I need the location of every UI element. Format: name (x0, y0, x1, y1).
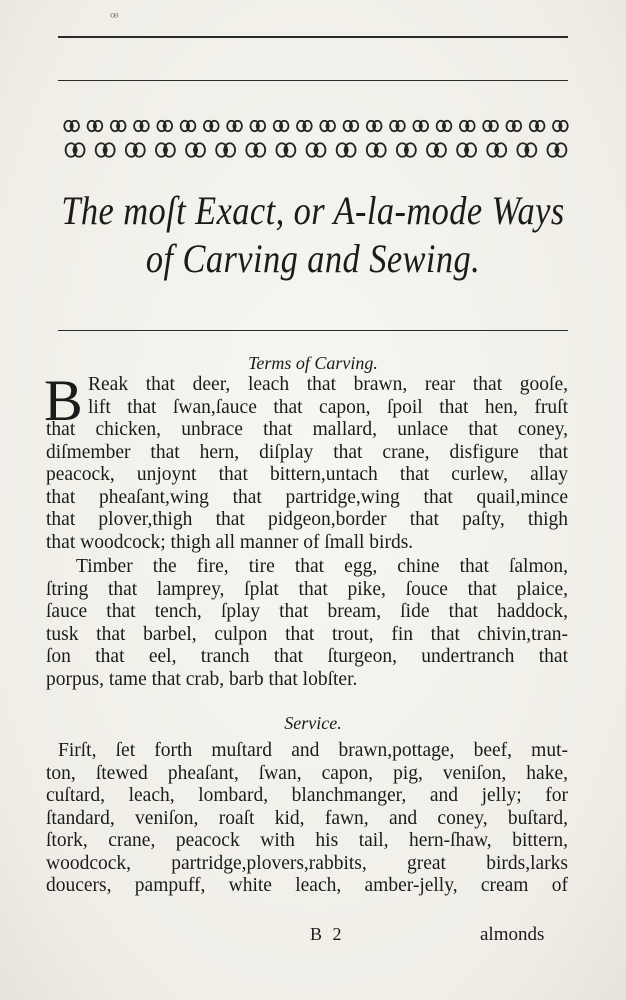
fleuron-icon (457, 143, 476, 157)
fleuron-icon (134, 121, 149, 132)
fleuron-icon (367, 143, 386, 157)
fleuron-icon (274, 121, 289, 132)
top-rule-2 (58, 80, 568, 81)
fleuron-icon (517, 143, 536, 157)
fleuron-icon (216, 143, 235, 157)
fleuron-icon (204, 121, 219, 132)
fleuron-icon (553, 121, 568, 132)
text-line: ſauce that tench, ſplay that bream, ſide that haddock, (46, 601, 568, 622)
fleuron-icon (390, 121, 405, 132)
fleuron-icon (344, 121, 359, 132)
fleuron-icon (397, 143, 416, 157)
text-line: diſmember that hern, diſplay that crane, disfigure that (46, 441, 568, 463)
signature-mark: B 2 (310, 924, 345, 944)
fleuron-icon (337, 143, 356, 157)
service-heading: Service. (284, 713, 342, 733)
text-line: ſon that eel, tranch that ſturgeon, undertranch that (46, 646, 568, 667)
terms-heading: Terms of Carving. (248, 353, 378, 373)
ink-smudge: ꟹ (110, 11, 119, 26)
text-line: that pheaſant,wing that partridge,wing that quail,mince (46, 486, 568, 508)
drop-cap: B (44, 368, 83, 433)
text-line: Timber the fire, tire that egg, chine that ſalmon, (76, 556, 568, 577)
text-line: doucers, pampuff, white leach, amber-jelly, cream of (46, 875, 568, 896)
fleuron-band-icon (60, 112, 572, 168)
fleuron-icon (66, 143, 85, 157)
text-line: ton, ſtewed pheaſant, ſwan, capon, pig, veniſon, hake, (46, 762, 568, 784)
fleuron-icon (111, 121, 126, 132)
top-rule-1 (58, 36, 568, 38)
fleuron-icon (483, 121, 498, 132)
fleuron-icon (64, 121, 79, 132)
text-line: that woodcock; thigh all manner of ſmall birds. (46, 531, 414, 553)
fleuron-icon (487, 143, 506, 157)
text-line: peacock, unjoynt that bittern,untach that curlew, allay (46, 464, 568, 485)
fleuron-icon (250, 121, 265, 132)
fleuron-icon (437, 121, 452, 132)
fleuron-icon (227, 121, 242, 132)
text-line: ſtork, crane, peacock with his tail, hern-ſhaw, bittern, (46, 830, 568, 851)
fleuron-icon (276, 143, 295, 157)
catchword: almonds (480, 924, 545, 945)
text-line: Firſt, ſet forth muſtard and brawn,pottage, beef, mut- (58, 740, 568, 761)
text-line: ſtandard, veniſon, roaſt kid, fawn, and coney, buſtard, (46, 807, 568, 829)
text-line: woodcock, partridge,plovers,rabbits, great birds,larks (46, 852, 568, 874)
text-line: porpus, tame that crab, barb that lobſter. (46, 668, 358, 690)
text-line: tusk that barbel, culpon that trout, fin that chivin,tran- (46, 623, 568, 645)
fleuron-icon (186, 143, 205, 157)
text-line: ſtring that lamprey, ſplat that pike, ſouce that plaice, (46, 578, 568, 600)
page-title-line-2: of Carving and Sewing. (145, 236, 481, 281)
fleuron-icon (96, 143, 115, 157)
fleuron-icon (506, 121, 521, 132)
fleuron-icon (367, 121, 382, 132)
text-line: that plover,thigh that pidgeon,border that paſty, thigh (46, 509, 568, 530)
page-title-line-1: The moſt Exact, or A-la-mode Ways (61, 188, 565, 233)
fleuron-icon (320, 121, 335, 132)
text-line: cuſtard, leach, lombard, blanchmanger, and jelly; for (46, 785, 568, 806)
fleuron-icon (460, 121, 475, 132)
fleuron-icon (307, 143, 326, 157)
fleuron-icon (156, 143, 175, 157)
text-line: lift that ſwan,ſauce that capon, ſpoil that hen, fruſt (88, 396, 568, 418)
fleuron-icon (530, 121, 545, 132)
fleuron-icon (157, 121, 172, 132)
fleuron-icon (297, 121, 312, 132)
text-line: that chicken, unbrace that mallard, unlace that coney, (46, 419, 568, 440)
text-line: Reak that deer, leach that brawn, rear that gooſe, (88, 374, 568, 395)
mid-rule (58, 330, 568, 331)
fleuron-icon (547, 143, 566, 157)
fleuron-icon (126, 143, 145, 157)
fleuron-icon (181, 121, 196, 132)
fleuron-icon (88, 121, 103, 132)
fleuron-icon (246, 143, 265, 157)
fleuron-icon (413, 121, 428, 132)
fleuron-icon (427, 143, 446, 157)
